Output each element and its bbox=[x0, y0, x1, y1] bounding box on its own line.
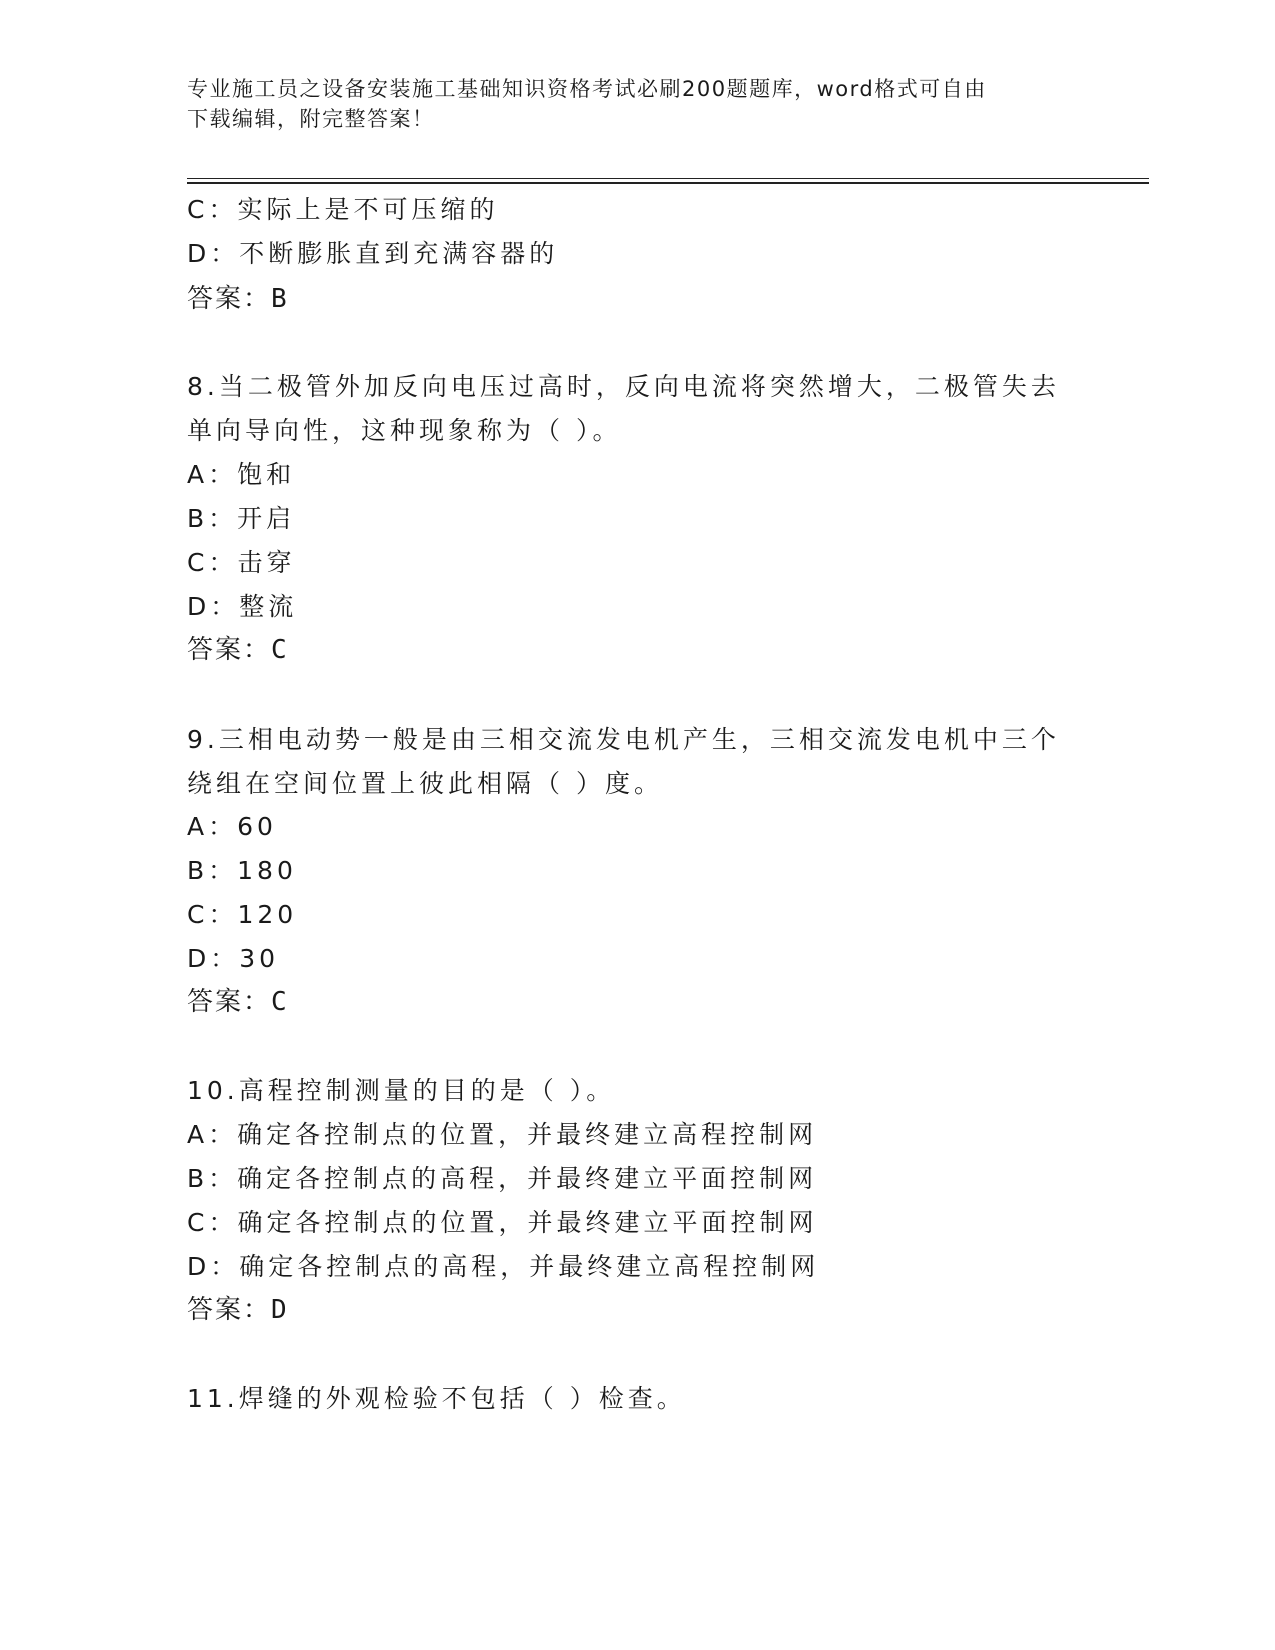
question-9-option-b: B：180 bbox=[187, 856, 297, 885]
question-8-option-c: C：击穿 bbox=[187, 548, 296, 577]
question-10-option-a: A：确定各控制点的位置，并最终建立高程控制网 bbox=[187, 1120, 818, 1149]
question-9-option-d: D：30 bbox=[187, 944, 280, 973]
question-9-answer: 答案：C bbox=[187, 987, 289, 1017]
question-10-option-b: B：确定各控制点的高程，并最终建立平面控制网 bbox=[187, 1164, 818, 1193]
question-10-stem: 10.高程控制测量的目的是（ ）。 bbox=[187, 1076, 616, 1105]
question-10-answer: 答案：D bbox=[187, 1295, 289, 1325]
question-8-option-a: A：饱和 bbox=[187, 460, 296, 489]
question-7-option-c: C：实际上是不可压缩的 bbox=[187, 195, 499, 224]
question-11-stem: 11.焊缝的外观检验不包括（ ）检查。 bbox=[187, 1384, 686, 1413]
question-7-option-d: D：不断膨胀直到充满容器的 bbox=[187, 239, 559, 268]
question-9-option-c: C：120 bbox=[187, 900, 298, 929]
question-7-answer: 答案：B bbox=[187, 284, 289, 314]
question-8-stem-line-1: 8.当二极管外加反向电压过高时，反向电流将突然增大，二极管失去 bbox=[187, 372, 1060, 401]
document-header bbox=[187, 74, 1067, 134]
question-9-option-a: A：60 bbox=[187, 812, 277, 841]
question-8-answer: 答案：C bbox=[187, 635, 289, 665]
question-9-stem-line-2: 绕组在空间位置上彼此相隔（ ）度。 bbox=[187, 769, 663, 798]
question-9-stem-line-1: 9.三相电动势一般是由三相交流发电机产生，三相交流发电机中三个 bbox=[187, 725, 1060, 754]
header-title-line-2: 下载编辑，附完整答案！ bbox=[187, 107, 435, 131]
header-divider-thin bbox=[187, 178, 1149, 179]
header-divider-thick bbox=[187, 182, 1149, 184]
question-8-stem-line-2: 单向导向性，这种现象称为（ ）。 bbox=[187, 416, 622, 445]
header-title-line-1: 专业施工员之设备安装施工基础知识资格考试必刷200题题库，word格式可自由 bbox=[187, 77, 987, 101]
question-8-option-d: D：整流 bbox=[187, 592, 298, 621]
question-8-option-b: B：开启 bbox=[187, 504, 296, 533]
question-10-option-c: C：确定各控制点的位置，并最终建立平面控制网 bbox=[187, 1208, 818, 1237]
question-10-option-d: D：确定各控制点的高程，并最终建立高程控制网 bbox=[187, 1252, 820, 1281]
